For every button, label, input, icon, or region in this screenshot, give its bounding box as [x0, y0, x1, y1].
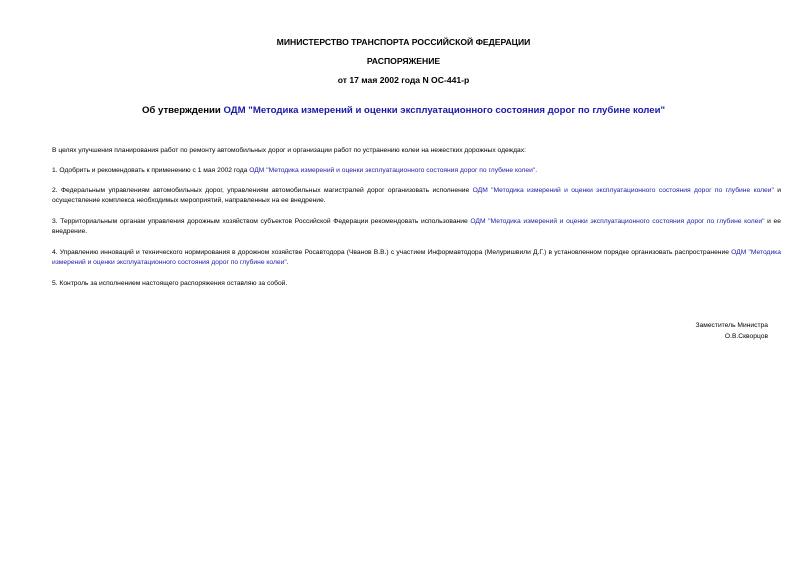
- paragraph-3-end: и ее внедрение.: [52, 218, 781, 235]
- paragraph-2-text: 2. Федеральным управлениям автомобильных дорог, управлениям автомобильных магистралей дорог организовать исполнение: [52, 187, 473, 194]
- paragraph-3-text: 3. Территориальным органам управления дорожным хозяйством субъектов Российской Федерации рекомендовать использование: [52, 218, 471, 225]
- subject-link[interactable]: ОДМ "Методика измерений и оценки эксплуатационного состояния дорог по глубине колеи": [223, 105, 666, 116]
- paragraph-4-end: .: [286, 259, 289, 266]
- ministry-heading: МИНИСТЕРСТВО ТРАНСПОРТА РОССИЙСКОЙ ФЕДЕРАЦИИ: [276, 37, 531, 47]
- subject-heading: [0, 105, 807, 117]
- subject-prefix: Об утверждении: [141, 105, 224, 116]
- paragraph-2-link[interactable]: ОДМ "Методика измерений и оценки эксплуатационного состояния дорог по глубине колеи": [472, 187, 774, 194]
- paragraph-2: [40, 186, 781, 206]
- paragraph-4-text: 4. Управлению инноваций и технического нормирования в дорожном хозяйстве Росавтодора (Чванов В.В.) с участием Информавтодора (Мелуришвили Д.Г.) в установленном порядке организовать распространение: [52, 249, 732, 256]
- date-number-heading: от 17 мая 2002 года N ОС-441-р: [337, 75, 470, 85]
- intro-paragraph: В целях улучшения планирования работ по ремонту автомобильных дорог и организации работ по устранению колеи на нежестких дорожных одеждах:: [52, 147, 526, 154]
- signature-position: Заместитель Министра: [695, 322, 768, 329]
- signature-name: О.В.Скворцов: [724, 333, 768, 340]
- paragraph-3-link[interactable]: ОДМ "Методика измерений и оценки эксплуатационного состояния дорог по глубине колеи": [470, 218, 765, 225]
- paragraph-4-link[interactable]: ОДМ "Методика измерений и оценки эксплуатационного состояния дорог по глубине колеи": [52, 249, 781, 266]
- paragraph-1-text: 1. Одобрить и рекомендовать к применению с 1 мая 2002 года: [52, 167, 250, 174]
- paragraph-1-end: .: [535, 167, 538, 174]
- paragraph-2-end: и осуществление комплекса необходимых мероприятий, направленных на ее внедрение.: [52, 187, 782, 204]
- paragraph-1: [40, 166, 781, 176]
- paragraph-1-link[interactable]: ОДМ "Методика измерений и оценки эксплуатационного состояния дорог по глубине колеи": [249, 167, 536, 174]
- paragraph-5: 5. Контроль за исполнением настоящего распоряжения оставляю за собой.: [52, 280, 288, 287]
- paragraph-3: [40, 217, 781, 237]
- paragraph-4: [40, 248, 781, 268]
- document-type-heading: РАСПОРЯЖЕНИЕ: [366, 56, 441, 66]
